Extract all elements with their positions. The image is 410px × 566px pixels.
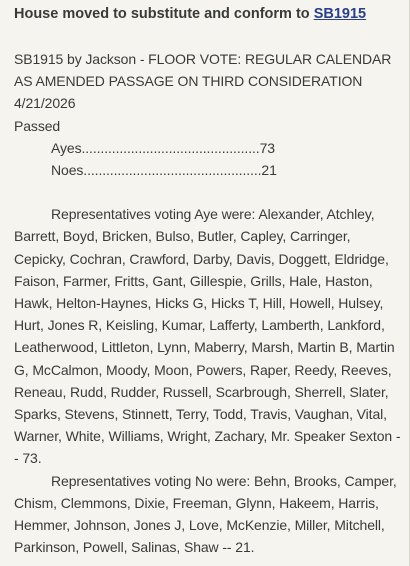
action-heading-text: House moved to substitute and conform to [14, 6, 314, 22]
ayes-tally: Ayes...............................................73 [51, 139, 275, 156]
spacer [14, 181, 401, 203]
vote-date: 4/21/2026 [14, 95, 76, 112]
floor-vote-section [14, 48, 401, 558]
vote-result: Passed [14, 117, 61, 134]
action-heading [14, 2, 401, 26]
spacer [14, 26, 401, 48]
bill-link[interactable]: SB1915 [313, 6, 367, 22]
no-voters-paragraph: Representatives voting No were: Behn, Brooks, Camper, Chism, Clemmons, Dixie, Freeman, Glynn, Hakeem, Harris, Hemmer, Johnson, Jones J, Love, McKenzie, Miller, Mitchell, Parkinson, Powell, Salinas, Shaw -- 21. [14, 472, 397, 556]
noes-tally: Noes...............................................21 [51, 162, 277, 179]
aye-voters-paragraph: Representatives voting Aye were: Alexander, Atchley, Barrett, Boyd, Bricken, Bulso, Butler, Capley, Carringer, Cepicky, Cochran, Crawford, Darby, Davis, Doggett, Eldridge, Faison, Farmer, Fritts, Gant, Gillespie, Grills, Hale, Haston, Hawk, Helton-Haynes, Hicks G, Hicks T, Hill, Howell, Hulsey, Hurt, Jones R, Keisling, Kumar, Lafferty, Lamberth, Lankford, Leatherwood, Littleton, Lynn, Maberry, Marsh, Martin B, Martin G, McCalmon, Moody, Moon, Powers, Raper, Reedy, Reeves, Reneau, Rudd, Rudder, Russell, Scarbrough, Sherrell, Slater, Sparks, Stevens, Stinnett, Terry, Todd, Travis, Vaughan, Vital, Warner, White, Williams, Wright, Zachary, Mr. Speaker Sexton -- 73. [14, 206, 401, 467]
floor-vote-title: SB1915 by Jackson - FLOOR VOTE: REGULAR CALENDAR AS AMENDED PASSAGE ON THIRD CONSIDERATION [14, 51, 392, 90]
